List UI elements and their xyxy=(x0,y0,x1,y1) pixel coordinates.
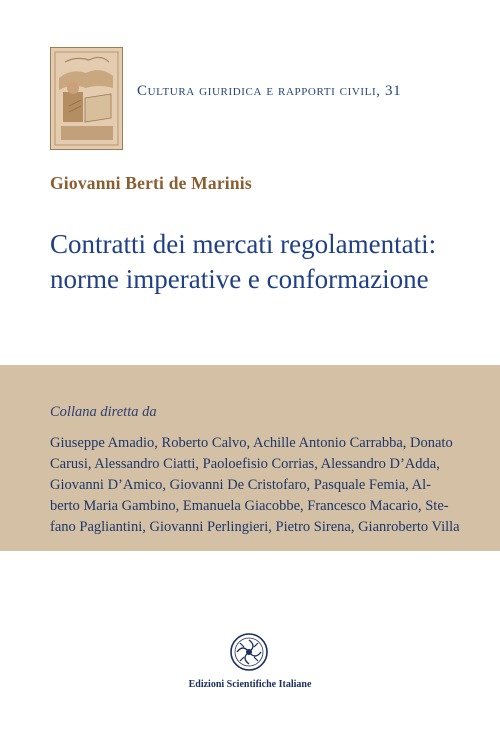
editors-line: Giovanni D’Amico, Giovanni De Cristofaro, Pasquale Femia, Al- xyxy=(50,477,431,493)
editors-label: Collana diretta da xyxy=(50,404,157,420)
title-line-1: Contratti dei mercati regolamentati: xyxy=(50,229,437,259)
author-name: Giovanni Berti de Marinis xyxy=(50,173,252,193)
editors-line: Carusi, Alessandro Ciatti, Paoloefisio Corrias, Alessandro D’Adda, xyxy=(50,456,440,472)
editors-line: fano Pagliantini, Giovanni Perlingieri, Pietro Sirena, Gianroberto Villa xyxy=(50,519,460,535)
publisher-seal-icon xyxy=(229,632,269,672)
title-line-2: norme imperative e conformazione xyxy=(50,264,429,294)
series-name: Cultura giuridica e rapporti civili, 31 xyxy=(137,83,402,99)
editors-line: Giuseppe Amadio, Roberto Calvo, Achille Antonio Carrabba, Donato xyxy=(50,435,453,451)
editors-list xyxy=(50,433,460,538)
editors-line: berto Maria Gambino, Emanuela Giacobbe, Francesco Macario, Ste- xyxy=(50,498,449,514)
book-title xyxy=(50,227,490,297)
editors-band xyxy=(0,365,500,551)
publisher-name: Edizioni Scientifiche Italiane xyxy=(188,679,312,690)
cover-illustration xyxy=(50,47,123,150)
